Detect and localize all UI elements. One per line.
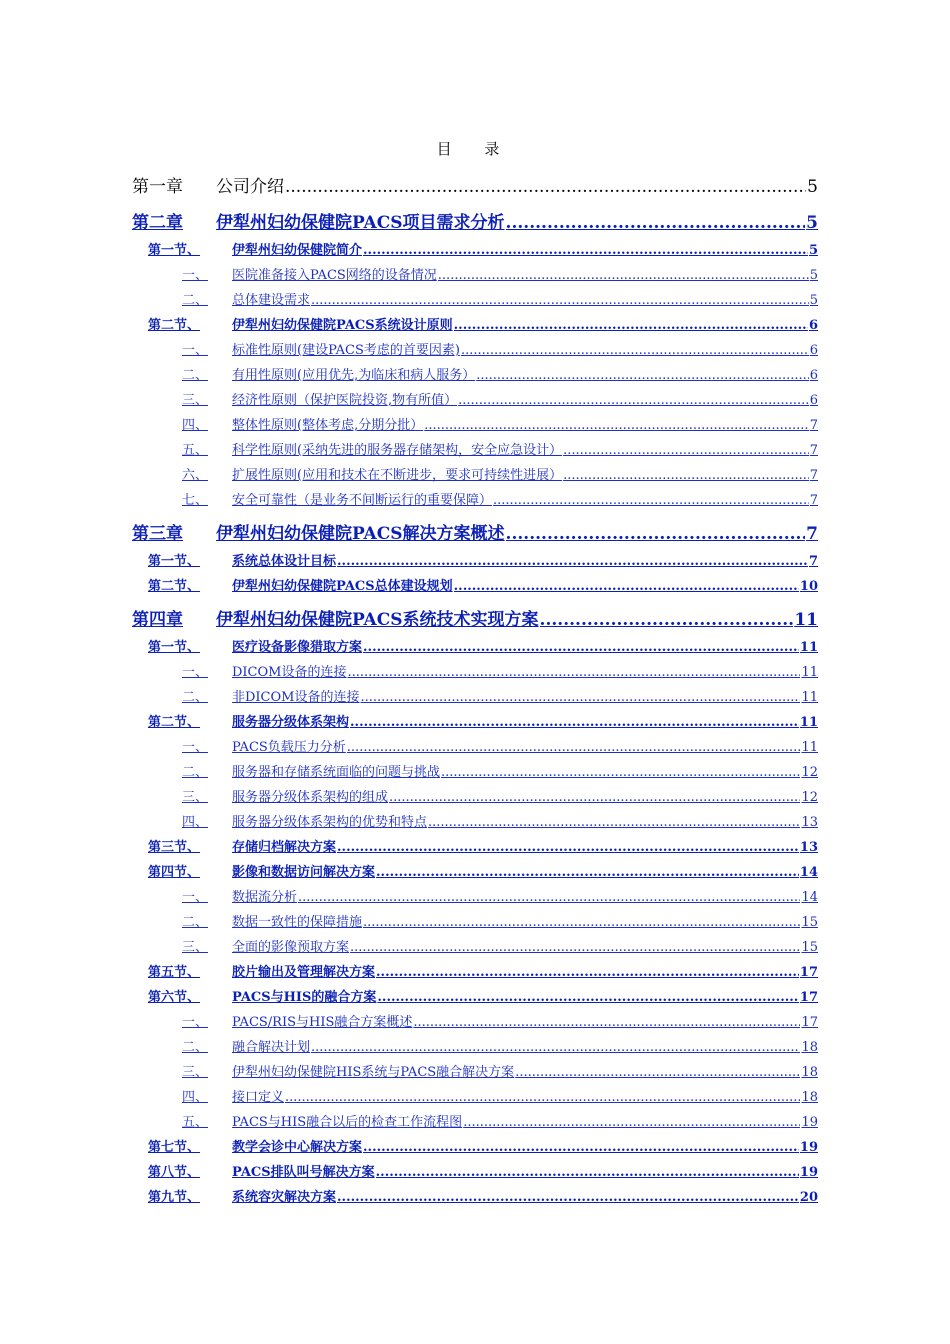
toc-entry-number: 一、 — [182, 890, 209, 905]
toc-entry-subsection[interactable] — [182, 1085, 818, 1110]
toc-entry-number: 四、 — [182, 1090, 209, 1105]
toc-entry-title: 有用性原则(应用优先,为临床和病人服务） — [232, 368, 476, 383]
toc-dot-leader — [441, 760, 800, 785]
toc-page-number: 11 — [801, 690, 818, 705]
toc-entry-subsection[interactable] — [182, 1035, 818, 1060]
toc-entry-number: 三、 — [182, 393, 209, 408]
toc-entry-title: 系统总体设计目标 — [232, 554, 337, 569]
toc-dot-leader — [424, 413, 809, 438]
toc-page-number: 18 — [801, 1040, 818, 1055]
toc-entry-number: 二、 — [182, 690, 209, 705]
toc-entry-title: 存储归档解决方案 — [232, 840, 337, 855]
toc-entry-title: PACS排队叫号解决方案 — [232, 1165, 375, 1180]
toc-entry-title: 数据流分析 — [232, 890, 298, 905]
toc-entry-number: 第六节、 — [148, 990, 201, 1005]
toc-page-number: 14 — [801, 890, 818, 905]
toc-entry-number: 五、 — [182, 443, 209, 458]
toc-dot-leader — [347, 660, 800, 685]
toc-dot-leader — [438, 263, 809, 288]
toc-entry-number: 三、 — [182, 1065, 209, 1080]
toc-entry-number: 第四节、 — [148, 865, 201, 880]
toc-entry-title: 经济性原则（保护医院投资,物有所值） — [232, 393, 458, 408]
toc-page-number: 5 — [807, 177, 818, 197]
toc-entry-chapter[interactable] — [132, 208, 818, 238]
toc-page-number: 7 — [808, 554, 818, 569]
toc-dot-leader — [506, 208, 806, 238]
toc-entry-title: 伊犁州妇幼保健院PACS解决方案概述 — [216, 524, 505, 544]
toc-dot-leader — [428, 810, 800, 835]
toc-dot-leader — [337, 549, 808, 574]
toc-entry-number: 四、 — [182, 418, 209, 433]
toc-dot-leader — [311, 1035, 800, 1060]
toc-entry-title: PACS与HIS的融合方案 — [232, 990, 377, 1005]
toc-page-number: 15 — [801, 915, 818, 930]
toc-dot-leader — [298, 885, 800, 910]
toc-entry-number: 第一节、 — [148, 243, 201, 258]
toc-page-number: 19 — [801, 1115, 818, 1130]
toc-dot-leader — [454, 313, 808, 338]
toc-page-number: 12 — [801, 765, 818, 780]
toc-dot-leader — [285, 1085, 800, 1110]
toc-page-number: 15 — [801, 940, 818, 955]
toc-entry-section[interactable] — [148, 1185, 818, 1210]
toc-dot-leader — [350, 710, 799, 735]
toc-page-number: 14 — [799, 865, 818, 880]
toc-entry-title: 整体性原则(整体考虑,分期分批） — [232, 418, 424, 433]
toc-entry-subsection[interactable] — [182, 288, 818, 313]
toc-page-number: 11 — [799, 640, 818, 655]
toc-entry-section[interactable] — [148, 710, 818, 735]
toc-entry-number: 第四章 — [132, 610, 183, 630]
toc-entry-section[interactable] — [148, 238, 818, 263]
toc-entry-subsection[interactable] — [182, 735, 818, 760]
toc-entry-number: 第二节、 — [148, 579, 201, 594]
toc-entry-title: 医院准备接入PACS网络的设备情况 — [232, 268, 437, 283]
toc-page-number: 19 — [799, 1165, 818, 1180]
toc-entry-number: 第九节、 — [148, 1190, 201, 1205]
toc-entry-number: 四、 — [182, 815, 209, 830]
toc-entry-subsection[interactable] — [182, 438, 818, 463]
toc-dot-leader — [476, 363, 809, 388]
toc-entry-title: 服务器分级体系架构的组成 — [232, 790, 389, 805]
toc-entry-section[interactable] — [148, 549, 818, 574]
toc-dot-leader — [454, 574, 799, 599]
toc-page-number: 6 — [808, 318, 818, 333]
toc-entry-title: 伊犁州妇幼保健院简介 — [232, 243, 363, 258]
toc-entry-title: 融合解决计划 — [232, 1040, 311, 1055]
toc-dot-leader — [463, 1110, 800, 1135]
toc-entry-number: 第二节、 — [148, 318, 201, 333]
toc-entry-number: 二、 — [182, 293, 209, 308]
toc-entry-number: 第三节、 — [148, 840, 201, 855]
toc-page-number: 5 — [809, 293, 818, 308]
toc-entry-subsection[interactable] — [182, 685, 818, 710]
toc-dot-leader — [350, 935, 800, 960]
toc-entry-subsection[interactable] — [182, 760, 818, 785]
toc-entry-subsection[interactable] — [182, 885, 818, 910]
toc-entry-number: 第二章 — [132, 213, 183, 233]
toc-dot-leader — [285, 172, 806, 202]
toc-entry-number: 二、 — [182, 1040, 209, 1055]
toc-entry-subsection[interactable] — [182, 1060, 818, 1085]
toc-entry-title: 标准性原则(建设PACS考虑的首要因素) — [232, 343, 460, 358]
toc-entry-chapter — [132, 172, 818, 202]
toc-entry-number: 三、 — [182, 790, 209, 805]
toc-entry-number: 五、 — [182, 1115, 209, 1130]
toc-entry-number: 二、 — [182, 915, 209, 930]
toc-entry-subsection[interactable] — [182, 1110, 818, 1135]
toc-entry-subsection[interactable] — [182, 388, 818, 413]
toc-entry-number: 第二节、 — [148, 715, 201, 730]
toc-dot-leader — [413, 1010, 800, 1035]
toc-dot-leader — [540, 605, 794, 635]
toc-entry-number: 七、 — [182, 493, 209, 508]
toc-dot-leader — [311, 288, 809, 313]
toc-page-number: 17 — [799, 990, 818, 1005]
toc-dot-leader — [347, 735, 801, 760]
toc-entry-subsection[interactable] — [182, 338, 818, 363]
toc-entry-number: 三、 — [182, 940, 209, 955]
toc-page-number: 5 — [806, 213, 818, 233]
toc-page-number: 5 — [809, 268, 818, 283]
toc-dot-leader — [363, 238, 808, 263]
toc-entry-title: 胶片输出及管理解决方案 — [232, 965, 376, 980]
toc-dot-leader — [376, 860, 799, 885]
toc-dot-leader — [376, 1160, 799, 1185]
toc-entry-number: 第一章 — [132, 177, 183, 197]
toc-dot-leader — [461, 338, 809, 363]
toc-page-number: 11 — [799, 715, 818, 730]
toc-entry-title: 总体建设需求 — [232, 293, 311, 308]
toc-entry-title: 非DICOM设备的连接 — [232, 690, 360, 705]
toc-entry-title: 数据一致性的保障措施 — [232, 915, 363, 930]
toc-entry-number: 一、 — [182, 740, 209, 755]
toc-entry-number: 一、 — [182, 1015, 209, 1030]
toc-entry-section[interactable] — [148, 313, 818, 338]
toc-entry-subsection[interactable] — [182, 660, 818, 685]
toc-page-number: 13 — [801, 815, 818, 830]
toc-dot-leader — [363, 635, 799, 660]
toc-entry-section[interactable] — [148, 860, 818, 885]
toc-entry-title: 伊犁州妇幼保健院HIS系统与PACS融合解决方案 — [232, 1065, 515, 1080]
toc-page-number: 7 — [806, 524, 818, 544]
toc-entry-number: 一、 — [182, 665, 209, 680]
toc-entry-title: 公司介绍 — [216, 177, 284, 197]
table-of-contents — [0, 172, 950, 1210]
toc-entry-title: 扩展性原则(应用和技术在不断进步，要求可持续性进展） — [232, 468, 563, 483]
toc-dot-leader — [363, 910, 800, 935]
toc-page-number: 19 — [799, 1140, 818, 1155]
toc-entry-title: PACS/RIS与HIS融合方案概述 — [232, 1015, 413, 1030]
toc-entry-title: 接口定义 — [232, 1090, 285, 1105]
toc-page-number: 7 — [809, 493, 818, 508]
toc-dot-leader — [515, 1060, 800, 1085]
toc-dot-leader — [376, 960, 799, 985]
toc-entry-subsection[interactable] — [182, 910, 818, 935]
toc-entry-chapter[interactable] — [132, 519, 818, 549]
toc-entry-chapter[interactable] — [132, 605, 818, 635]
toc-entry-title: PACS负载压力分析 — [232, 740, 346, 755]
toc-entry-subsection[interactable] — [182, 1010, 818, 1035]
toc-page-number: 12 — [801, 790, 818, 805]
toc-dot-leader — [563, 463, 809, 488]
toc-page-number: 10 — [799, 579, 818, 594]
toc-entry-section[interactable] — [148, 985, 818, 1010]
toc-entry-number: 第一节、 — [148, 554, 201, 569]
toc-entry-subsection[interactable] — [182, 263, 818, 288]
toc-entry-section[interactable] — [148, 635, 818, 660]
toc-entry-section[interactable] — [148, 1135, 818, 1160]
toc-page-number: 17 — [799, 965, 818, 980]
toc-entry-title: 全面的影像预取方案 — [232, 940, 350, 955]
toc-entry-title: 服务器分级体系架构的优势和特点 — [232, 815, 428, 830]
toc-dot-leader — [389, 785, 800, 810]
toc-entry-title: 伊犁州妇幼保健院PACS项目需求分析 — [216, 213, 505, 233]
toc-page-number: 18 — [801, 1065, 818, 1080]
toc-entry-number: 二、 — [182, 368, 209, 383]
toc-entry-title: 影像和数据访问解决方案 — [232, 865, 376, 880]
toc-entry-section[interactable] — [148, 1160, 818, 1185]
toc-page-number: 11 — [801, 665, 818, 680]
toc-entry-subsection[interactable] — [182, 463, 818, 488]
toc-page-number: 20 — [799, 1190, 818, 1205]
toc-entry-title: 伊犁州妇幼保健院PACS系统技术实现方案 — [216, 610, 539, 630]
toc-entry-subsection[interactable] — [182, 413, 818, 438]
toc-page-number: 6 — [809, 343, 818, 358]
toc-entry-section[interactable] — [148, 960, 818, 985]
toc-entry-title: 安全可靠性（是业务不间断运行的重要保障） — [232, 493, 493, 508]
toc-entry-subsection[interactable] — [182, 363, 818, 388]
toc-page-number: 11 — [801, 740, 818, 755]
toc-entry-subsection[interactable] — [182, 810, 818, 835]
toc-entry-title: PACS与HIS融合以后的检查工作流程图 — [232, 1115, 463, 1130]
toc-entry-number: 第八节、 — [148, 1165, 201, 1180]
toc-entry-title: DICOM设备的连接 — [232, 665, 347, 680]
toc-entry-number: 一、 — [182, 343, 209, 358]
toc-dot-leader — [337, 1185, 799, 1210]
toc-page-number: 5 — [808, 243, 818, 258]
toc-entry-section[interactable] — [148, 574, 818, 599]
toc-entry-number: 第一节、 — [148, 640, 201, 655]
toc-entry-title: 伊犁州妇幼保健院PACS系统设计原则 — [232, 318, 453, 333]
toc-page-number: 11 — [794, 610, 818, 630]
toc-dot-leader — [377, 985, 799, 1010]
toc-page-number: 13 — [799, 840, 818, 855]
toc-entry-title: 服务器分级体系架构 — [232, 715, 350, 730]
toc-entry-title: 教学会诊中心解决方案 — [232, 1140, 363, 1155]
toc-dot-leader — [337, 835, 799, 860]
toc-entry-number: 一、 — [182, 268, 209, 283]
toc-entry-number: 二、 — [182, 765, 209, 780]
toc-dot-leader — [506, 519, 806, 549]
toc-dot-leader — [363, 1135, 799, 1160]
toc-entry-title: 系统容灾解决方案 — [232, 1190, 337, 1205]
toc-entry-number: 第七节、 — [148, 1140, 201, 1155]
toc-entry-title: 科学性原则(采纳先进的服务器存储架构，安全应急设计） — [232, 443, 563, 458]
toc-dot-leader — [493, 488, 809, 513]
toc-dot-leader — [563, 438, 809, 463]
toc-entry-number: 第三章 — [132, 524, 183, 544]
toc-page-number: 7 — [809, 443, 818, 458]
toc-entry-subsection[interactable] — [182, 488, 818, 513]
toc-page-number: 7 — [809, 418, 818, 433]
toc-entry-title: 伊犁州妇幼保健院PACS总体建设规划 — [232, 579, 453, 594]
toc-title: 目 录 — [436, 140, 514, 158]
toc-page-number: 6 — [809, 393, 818, 408]
toc-entry-subsection[interactable] — [182, 785, 818, 810]
toc-entry-subsection[interactable] — [182, 935, 818, 960]
toc-dot-leader — [458, 388, 809, 413]
toc-dot-leader — [360, 685, 800, 710]
toc-entry-title: 医疗设备影像猎取方案 — [232, 640, 363, 655]
toc-entry-section[interactable] — [148, 835, 818, 860]
toc-page-number: 17 — [801, 1015, 818, 1030]
toc-entry-number: 六、 — [182, 468, 209, 483]
toc-entry-title: 服务器和存储系统面临的问题与挑战 — [232, 765, 441, 780]
toc-page-number: 7 — [809, 468, 818, 483]
toc-entry-number: 第五节、 — [148, 965, 201, 980]
toc-page-number: 6 — [809, 368, 818, 383]
toc-page-number: 18 — [801, 1090, 818, 1105]
